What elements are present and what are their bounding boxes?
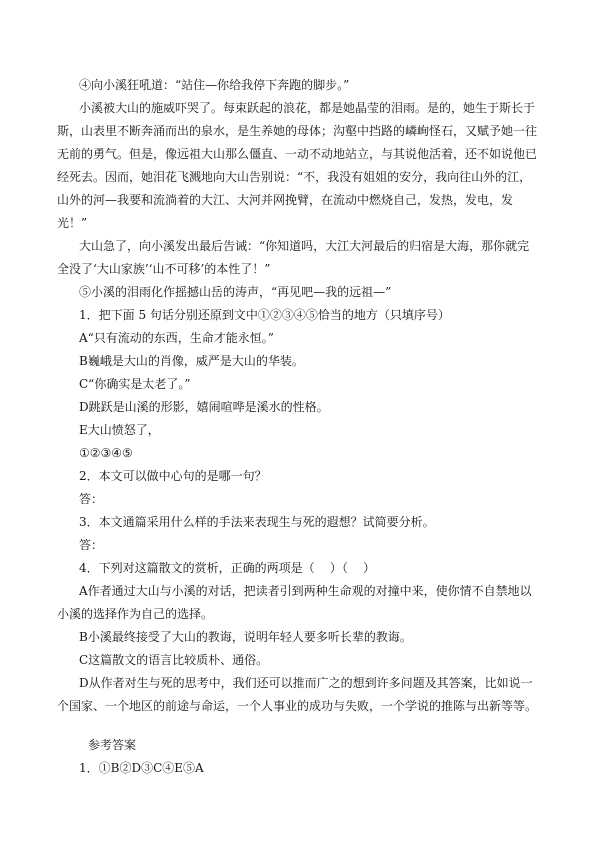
passage-line: 小溪被大山的施威吓哭了。每束跃起的浪花，都是她晶莹的泪雨。是的，她生于斯长于 <box>79 101 536 115</box>
question-stem: 4．下列对这篇散文的赏析，正确的两项是（ ）（ ） <box>79 561 376 575</box>
option-b: B小溪最终接受了大山的教诲，说明年轻人要多听长辈的教诲。 <box>79 630 412 644</box>
option-b: B巍峨是大山的肖像，威严是大山的华装。 <box>79 354 304 368</box>
answer-key-title: 参考答案 <box>88 738 137 752</box>
option-d: D跳跃是山溪的形影，嬉闹喧哗是溪水的性格。 <box>79 400 329 414</box>
option-d: D从作者对生与死的思考中，我们还可以推而广之的想到许多问题及其答案，比如说一 <box>79 676 533 690</box>
passage-line: 光！” <box>57 216 88 230</box>
section-gap <box>0 718 595 734</box>
passage-line: 无前的勇气。但是，像远祖大山那么僵直、一动不动地站立，与其说他活着，还不如说他已 <box>57 147 538 161</box>
option-c: C这篇散文的语言比较质朴、通俗。 <box>79 653 269 667</box>
answer-label: 答： <box>79 538 104 552</box>
passage <box>0 74 595 304</box>
answer-key <box>0 734 595 780</box>
question-stem: 1．把下面 5 句话分别还原到文中①②③④⑤恰当的地方（只填序号） <box>79 308 450 322</box>
option-a-continued: 小溪的选择作为自己的选择。 <box>57 607 214 621</box>
passage-line: ④向小溪狂吼道：“站住—你给我停下奔跑的脚步。” <box>79 78 350 92</box>
question-4 <box>0 557 595 718</box>
question-stem: 2．本文可以做中心句的是哪一句？ <box>79 469 267 483</box>
option-a: A作者通过大山与小溪的对话，把读者引到两种生命观的对撞中来，使你情不自禁地以 <box>79 584 532 598</box>
answer-label: 答： <box>79 492 104 506</box>
passage-line: ⑤小溪的泪雨化作摇撼山岳的涛声，“再见吧—我的远祖—” <box>79 285 392 299</box>
option-c: C“你确实是太老了。” <box>79 377 191 391</box>
passage-line: 斯，山表里不断奔涌而出的泉水，是生养她的母体；沟壑中挡路的嶙峋怪石，又赋予她一往 <box>57 124 538 138</box>
passage-line: 全没了‘大山家族’‘山不可移’的本性了！” <box>57 262 271 276</box>
passage-line: 山外的河—我要和流淌着的大江、大河并网挽臂，在流动中燃烧自己，发热，发电，发 <box>57 193 514 207</box>
question-stem: 3．本文通篇采用什么样的手法来表现生与死的遐想？试简要分析。 <box>79 515 435 529</box>
answer-blanks: ①②③④⑤ <box>79 446 133 460</box>
option-a: A“只有流动的东西，生命才能永恒。” <box>79 331 274 345</box>
answer-key-item: 1．①B②D③C④E⑤A <box>79 761 204 775</box>
question-3 <box>0 511 595 557</box>
option-d-continued: 个国家、一个地区的前途与命运，一个人事业的成功与失败，一个学说的推陈与出新等等。 <box>57 699 538 713</box>
passage-line: 经死去。因而，她泪花飞溅地向大山告别说：“不，我没有姐姐的安分，我向往山外的江， <box>57 170 532 184</box>
question-1 <box>0 304 595 465</box>
option-e: E大山愤怒了， <box>79 423 160 437</box>
passage-line: 大山急了，向小溪发出最后告诫：“你知道吗，大江大河最后的归宿是大海，那你就完 <box>79 239 530 253</box>
question-2 <box>0 465 595 511</box>
